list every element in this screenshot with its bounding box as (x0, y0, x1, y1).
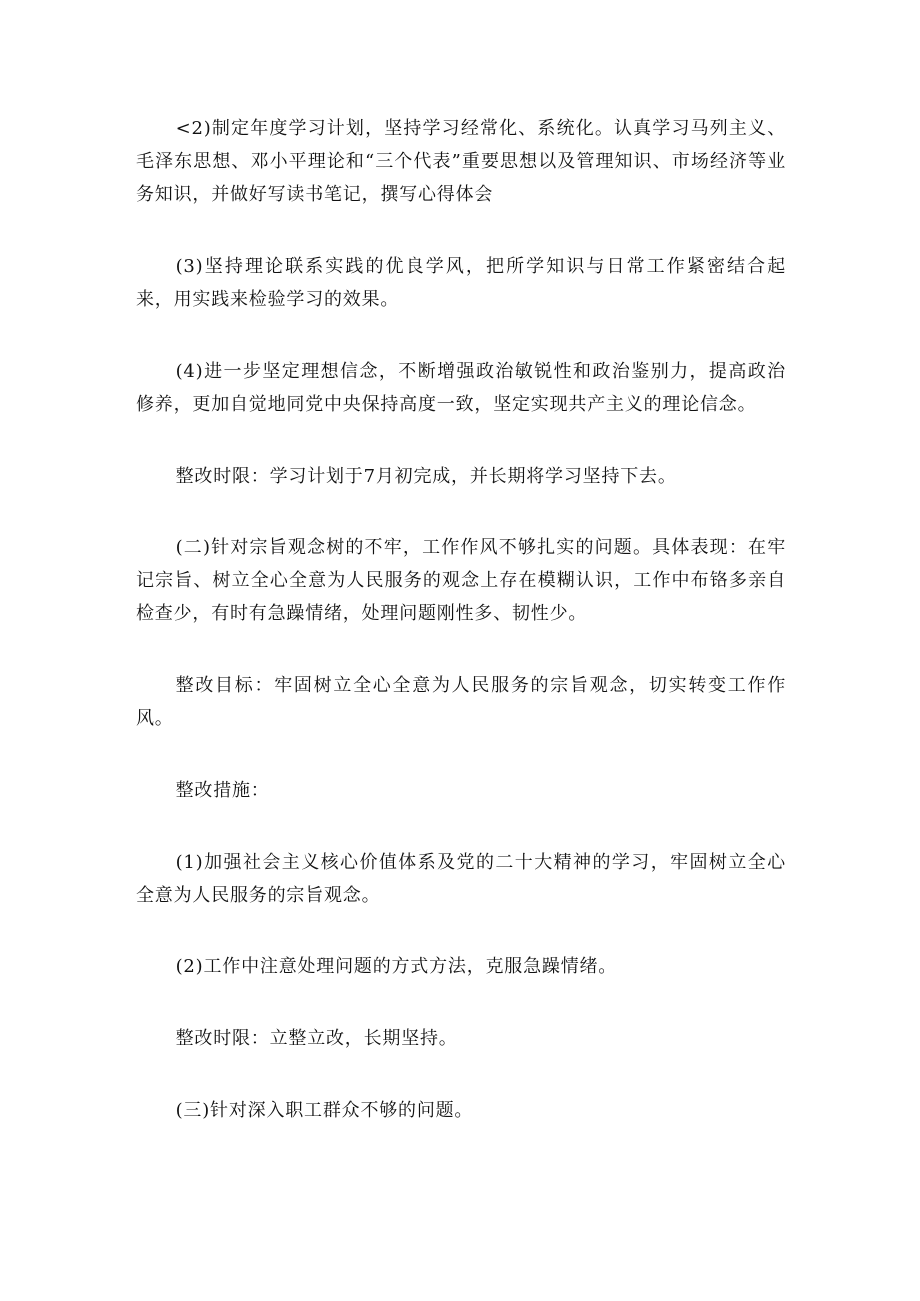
paragraph-measure-one: (1)加强社会主义核心价值体系及党的二十大精神的学习，牢固树立全心全意为人民服务的宗旨观念。 (136, 852, 786, 906)
paragraph-section-three: (三)针对深入职工群众不够的问题。 (175, 1100, 474, 1121)
paragraph-ideals-belief: (4)进一步坚定理想信念，不断增强政治敏锐性和政治鉴别力，提高政治修养，更加自觉地同党中央保持高度一致，坚定实现共产主义的理论信念。 (136, 361, 786, 415)
paragraph-theory-practice: (3)坚持理论联系实践的优良学风，把所学知识与日常工作紧密结合起来，用实践来检验学习的效果。 (136, 256, 786, 310)
paragraph-study-plan: <2)制定年度学习计划，坚持学习经常化、系统化。认真学习马列主义、毛泽东思想、邓小平理论和“三个代表”重要思想以及管理知识、市场经济等业务知识，并做好写读书笔记，撰写心得体会 (136, 118, 786, 205)
paragraph-measures-heading: 整改措施： (175, 780, 270, 801)
document-body (136, 112, 786, 1165)
paragraph-section-two: (二)针对宗旨观念树的不牢，工作作风不够扎实的问题。具体表现：在牢记宗旨、树立全心全意为人民服务的观念上存在模糊认识，工作中布铬多亲自检查少，有时有急躁情绪，处理问题刚性多、韧性少。 (136, 537, 786, 624)
paragraph-deadline-ongoing: 整改时限：立整立改，长期坚持。 (175, 1028, 458, 1049)
paragraph-deadline-study: 整改时限：学习计划于7月初完成，并长期将学习坚持下去。 (175, 466, 677, 487)
paragraph-measure-two: (2)工作中注意处理问题的方式方法，克服急躁情绪。 (175, 956, 618, 977)
paragraph-rectification-goal: 整改目标：牢固树立全心全意为人民服务的宗旨观念，切实转变工作作风。 (136, 675, 786, 729)
